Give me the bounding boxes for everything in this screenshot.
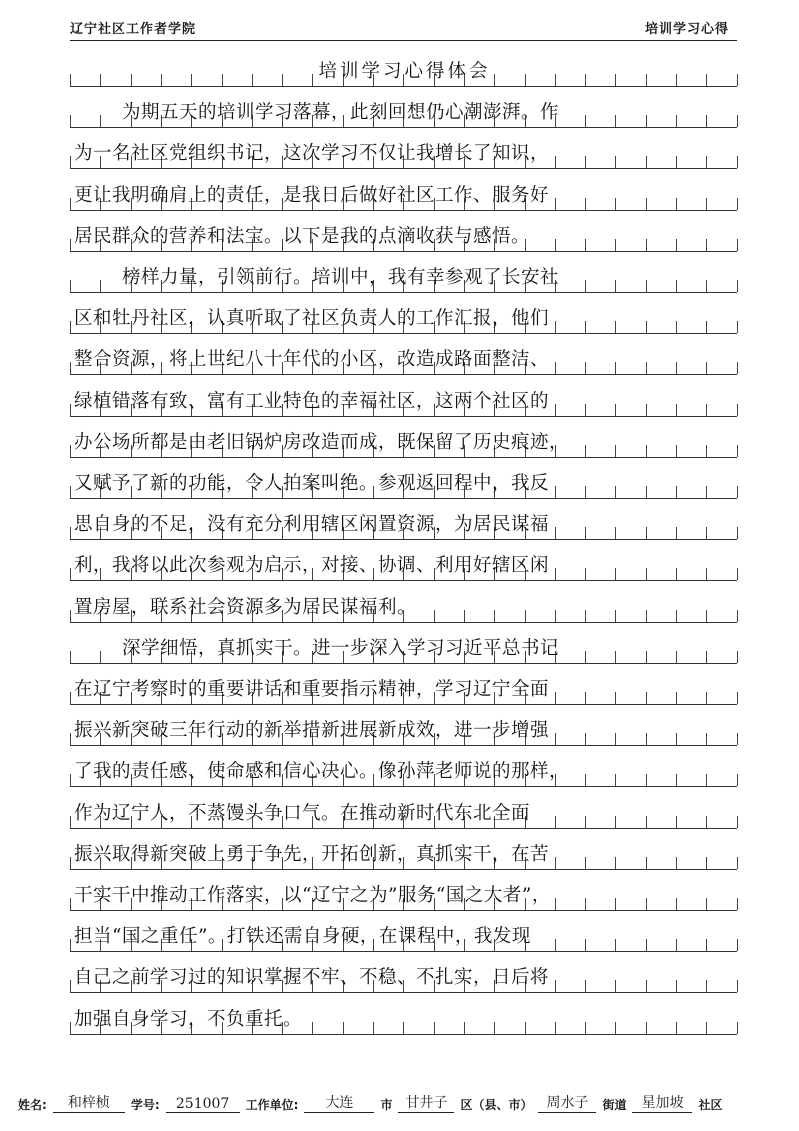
- grid-tick: [70, 156, 71, 168]
- header-institution: 辽宁社区工作者学院: [70, 22, 197, 37]
- essay-line: 区和牡丹社区，认真听取了社区负责人的工作汇报，他们: [74, 308, 550, 330]
- ruled-line: [70, 464, 737, 499]
- district-value: 甘井子: [398, 1092, 454, 1113]
- essay-line: 办公场所都是由老旧锅炉房改造而成，既保留了历史痕迹，: [74, 431, 569, 453]
- grid-tick: [737, 568, 738, 580]
- lined-paper: [70, 52, 737, 1082]
- grid-tick: [70, 362, 71, 374]
- street-value: 周水子: [538, 1092, 596, 1113]
- grid-tick: [737, 198, 738, 210]
- essay-line: 振兴取得新突破上勇于争先，开拓创新，真抓实干，在苦: [74, 843, 550, 865]
- grid-tick: [70, 280, 71, 292]
- grid-tick: [737, 115, 738, 127]
- grid-tick: [737, 733, 738, 745]
- essay-line: 深学细悟，真抓实干。进一步深入学习习近平总书记: [122, 637, 560, 659]
- grid-tick: [737, 610, 738, 622]
- grid-tick: [737, 486, 738, 498]
- unit-label: 工作单位:: [245, 1098, 299, 1112]
- ruled-line: [70, 93, 737, 128]
- grid-tick: [70, 404, 71, 416]
- grid-tick: [70, 733, 71, 745]
- grid-tick: [737, 74, 738, 86]
- grid-tick: [70, 816, 71, 828]
- name-value: 和梓桢: [53, 1092, 125, 1113]
- ruled-line: [70, 752, 737, 787]
- ruled-line: [70, 134, 737, 169]
- grid-tick: [737, 898, 738, 910]
- id-label: 学号:: [130, 1098, 160, 1112]
- grid-tick: [737, 445, 738, 457]
- grid-tick: [737, 939, 738, 951]
- grid-tick: [70, 610, 71, 622]
- essay-line: 思自身的不足，没有充分利用辖区闲置资源，为居民谋福: [74, 514, 550, 536]
- grid-tick: [70, 857, 71, 869]
- grid-tick: [737, 239, 738, 251]
- essay-line: 干实干中推动工作落实，以“辽宁之为”服务“国之大者”，: [74, 885, 551, 906]
- essay-line: 整合资源，将上世纪八十年代的小区，改造成路面整洁、: [74, 349, 550, 371]
- grid-tick: [70, 198, 71, 210]
- grid-tick: [737, 362, 738, 374]
- grid-tick: [737, 816, 738, 828]
- ruled-line: [70, 670, 737, 705]
- ruled-line: [70, 1000, 737, 1035]
- ruled-line: [70, 546, 737, 581]
- ruled-line: [70, 258, 737, 293]
- essay-line: 自己之前学习过的知识掌握不牢、不稳、不扎实，日后将: [74, 967, 550, 989]
- grid-tick: [737, 321, 738, 333]
- essay-line: 居民群众的营养和法宝。以下是我的点滴收获与感悟。: [74, 225, 531, 247]
- grid-tick: [70, 486, 71, 498]
- essay-line: 置房屋，联系社会资源多为居民谋福利。: [74, 596, 417, 618]
- grid-tick: [70, 1022, 71, 1034]
- ruled-line: [70, 835, 737, 870]
- essay-line: 绿植错落有致、富有工业特色的幸福社区，这两个社区的: [74, 390, 550, 412]
- ruled-line: [70, 505, 737, 540]
- grid-tick: [70, 445, 71, 457]
- ruled-line: [70, 382, 737, 417]
- grid-tick: [737, 980, 738, 992]
- ruled-line: [70, 217, 737, 252]
- essay-line: 为一名社区党组织书记，这次学习不仅让我增长了知识，: [74, 143, 550, 165]
- grid-tick: [737, 774, 738, 786]
- grid-tick: [70, 115, 71, 127]
- essay-line: 担当“国之重任”。打铁还需自身硬，在课程中，我发现: [74, 926, 531, 948]
- header-rule: [70, 40, 737, 41]
- essay-line: 振兴新突破三年行动的新举措新进展新成效，进一步增强: [74, 720, 550, 742]
- essay-line: 作为辽宁人，不蒸馒头争口气。在推动新时代东北全面: [74, 802, 531, 824]
- header-doc-type: 培训学习心得: [644, 22, 729, 37]
- grid-tick: [70, 651, 71, 663]
- grid-tick: [70, 692, 71, 704]
- grid-tick: [70, 898, 71, 910]
- grid-tick: [70, 980, 71, 992]
- grid-tick: [737, 156, 738, 168]
- ruled-line: [70, 588, 737, 623]
- name-label: 姓名:: [18, 1098, 47, 1112]
- grid-tick: [737, 280, 738, 292]
- ruled-line: [70, 176, 737, 211]
- essay-line: 更让我明确肩上的责任，是我日后做好社区工作、服务好: [74, 184, 550, 206]
- essay-line: 为期五天的培训学习落幕，此刻回想仍心潮澎湃。作: [122, 102, 560, 124]
- community-value: 星加坡: [632, 1092, 692, 1113]
- district-suffix: 区（县、市）: [460, 1098, 533, 1112]
- grid-tick: [737, 651, 738, 663]
- grid-tick: [70, 568, 71, 580]
- grid-tick: [737, 857, 738, 869]
- city-suffix: 市: [380, 1098, 393, 1112]
- grid-tick: [70, 74, 71, 86]
- essay-line: 在辽宁考察时的重要讲话和重要指示精神，学习辽宁全面: [74, 679, 550, 700]
- essay-line: 又赋予了新的功能，令人拍案叫绝。参观返回程中，我反: [74, 473, 550, 494]
- ruled-line: [70, 711, 737, 746]
- ruled-line: [70, 629, 737, 664]
- city-value: 大连: [304, 1092, 374, 1113]
- essay-line: 了我的责任感、使命感和信心决心。像孙萍老师说的那样，: [74, 761, 569, 783]
- essay-line: 加强自身学习，不负重托。: [74, 1008, 303, 1030]
- id-value: 251007: [166, 1096, 240, 1113]
- ruled-line: [70, 52, 737, 87]
- ruled-line: [70, 340, 737, 375]
- footer-info: [18, 1092, 779, 1113]
- grid-tick: [70, 239, 71, 251]
- essay-line: 利，我将以此次参观为启示，对接、协调、利用好辖区闲: [74, 555, 550, 577]
- grid-tick: [70, 774, 71, 786]
- ruled-line: [70, 794, 737, 829]
- grid-tick: [737, 404, 738, 416]
- grid-tick: [70, 939, 71, 951]
- ruled-line: [70, 958, 737, 993]
- essay-line: 榜样力量，引领前行。培训中，我有幸参观了长安社: [122, 267, 560, 288]
- ruled-line: [70, 917, 737, 952]
- ruled-line: [70, 423, 737, 458]
- essay-title: 培训学习心得体会: [318, 61, 491, 82]
- ruled-line: [70, 299, 737, 334]
- street-suffix: 街道: [602, 1098, 627, 1112]
- ruled-line: [70, 876, 737, 911]
- community-suffix: 社区: [698, 1098, 723, 1112]
- grid-tick: [737, 527, 738, 539]
- grid-tick: [70, 527, 71, 539]
- grid-tick: [737, 692, 738, 704]
- grid-tick: [70, 321, 71, 333]
- grid-tick: [737, 1022, 738, 1034]
